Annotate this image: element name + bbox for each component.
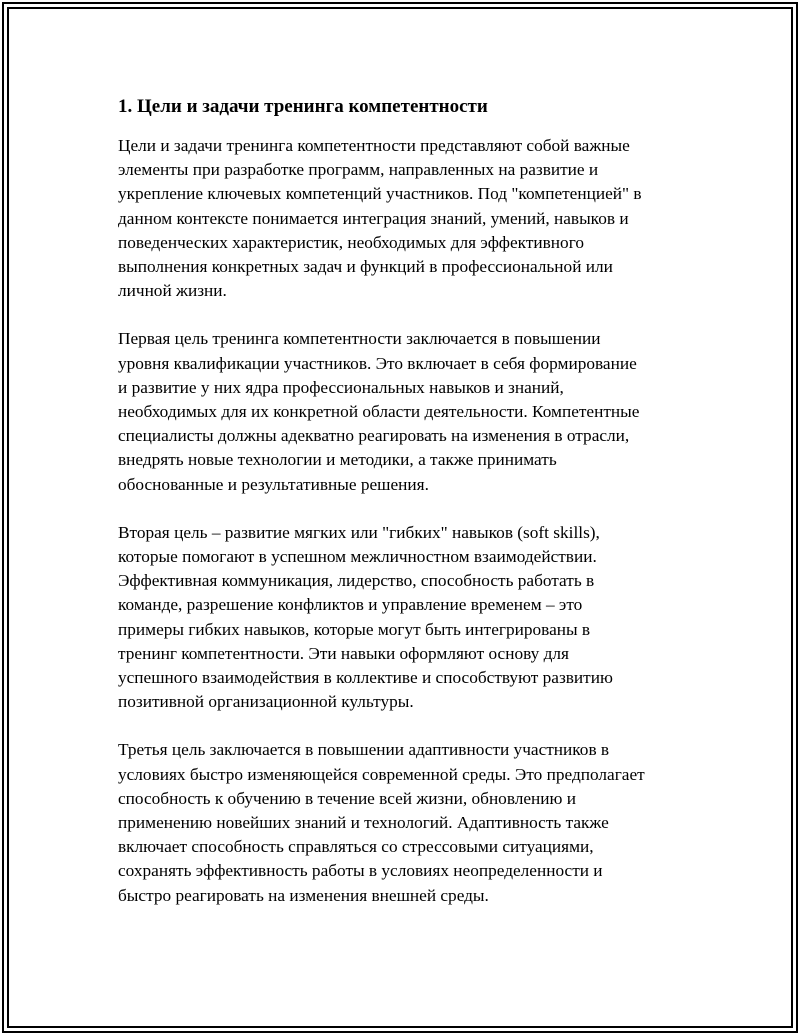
text-line: специалисты должны адекватно реагировать на изменения в отрасли, xyxy=(118,426,630,446)
text-line: внедрять новые технологии и методики, а также принимать xyxy=(118,450,557,470)
paragraph-second-goal xyxy=(118,521,688,715)
text-line: Первая цель тренинга компетентности заключается в повышении xyxy=(118,329,601,349)
text-line: Эффективная коммуникация, лидерство, способность работать в xyxy=(118,571,595,591)
text-line: сохранять эффективность работы в условиях неопределенности и xyxy=(118,861,603,881)
text-line: которые помогают в успешном межличностном взаимодействии. xyxy=(118,547,597,567)
text-line: уровня квалификации участников. Это включает в себя формирование xyxy=(118,353,637,373)
paragraph-first-goal xyxy=(118,327,688,496)
paragraph-intro xyxy=(118,134,688,303)
text-line: и развитие у них ядра профессиональных навыков и знаний, xyxy=(118,377,564,397)
text-line: Вторая цель – развитие мягких или "гибких" навыков (soft skills), xyxy=(118,522,600,542)
text-line: команде, разрешение конфликтов и управление временем – это xyxy=(118,595,583,615)
text-line: успешного взаимодействия в коллективе и способствуют развитию xyxy=(118,668,613,688)
text-line: тренинг компетентности. Эти навыки оформляют основу для xyxy=(118,643,569,663)
text-line: элементы при разработке программ, направленных на развитие и xyxy=(118,160,599,180)
text-line: выполнения конкретных задач и функций в профессиональной или xyxy=(118,257,613,277)
text-line: данном контексте понимается интеграция знаний, умений, навыков и xyxy=(118,208,629,228)
text-line: поведенческих характеристик, необходимых для эффективного xyxy=(118,232,584,252)
text-line: включает способность справляться со стрессовыми ситуациями, xyxy=(118,837,594,857)
text-line: быстро реагировать на изменения внешней среды. xyxy=(118,885,489,905)
text-line: укрепление ключевых компетенций участников. Под "компетенцией" в xyxy=(118,184,642,204)
text-line: необходимых для их конкретной области деятельности. Компетентные xyxy=(118,402,640,422)
paragraph-third-goal xyxy=(118,738,688,907)
text-line: обоснованные и результативные решения. xyxy=(118,474,429,494)
text-line: способность к обучению в течение всей жизни, обновлению и xyxy=(118,788,577,808)
text-line: личной жизни. xyxy=(118,281,227,301)
text-line: примеры гибких навыков, которые могут быть интегрированы в xyxy=(118,619,591,639)
text-line: Цели и задачи тренинга компетентности представляют собой важные xyxy=(118,136,630,155)
document-body xyxy=(118,94,688,932)
text-line: позитивной организационной культуры. xyxy=(118,692,414,712)
text-line: применению новейших знаний и технологий. Адаптивность также xyxy=(118,813,609,833)
section-heading: 1. Цели и задачи тренинга компетентности xyxy=(118,96,488,117)
text-line: условиях быстро изменяющейся современной среды. Это предполагает xyxy=(118,764,645,784)
text-line: Третья цель заключается в повышении адаптивности участников в xyxy=(118,740,610,760)
